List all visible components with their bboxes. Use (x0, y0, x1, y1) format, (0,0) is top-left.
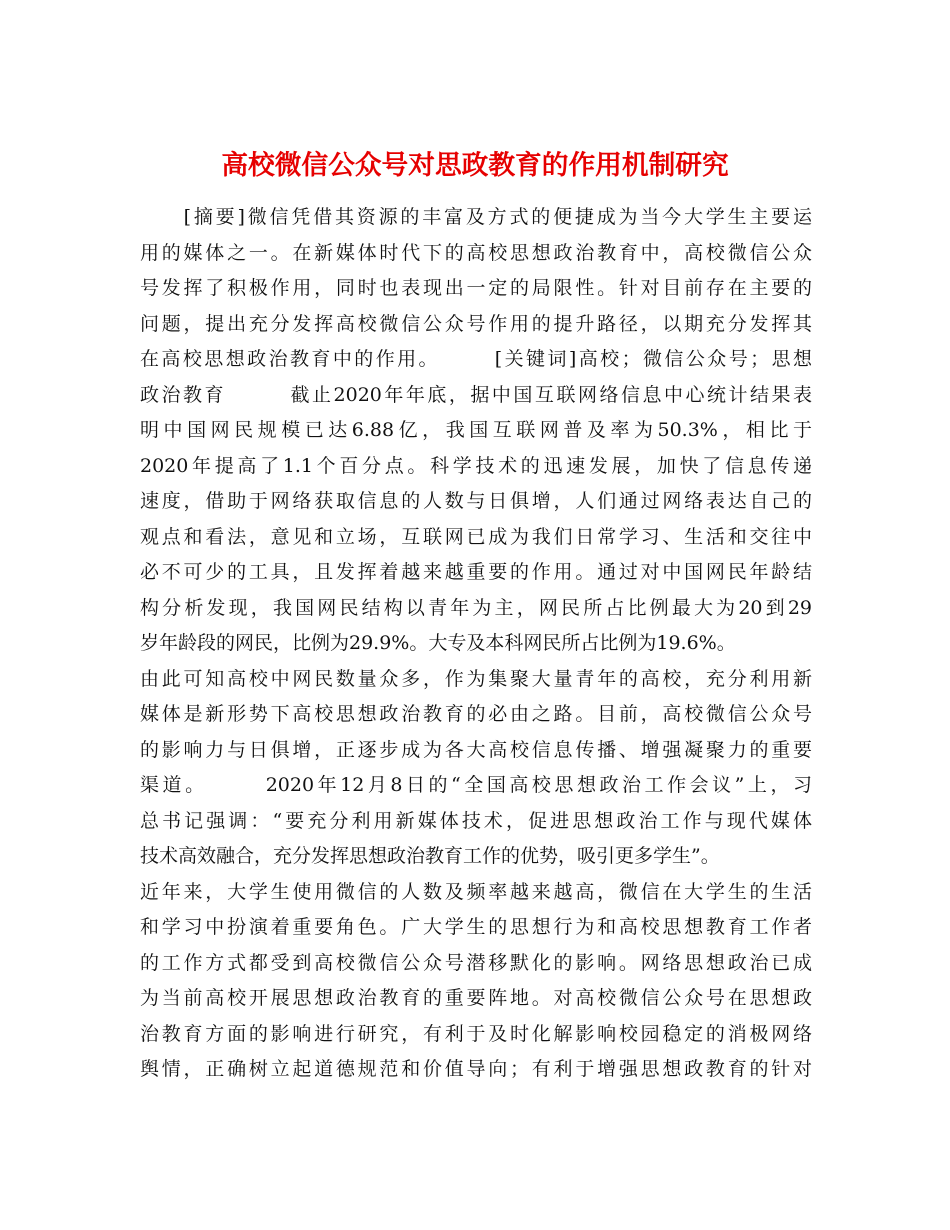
body-line: 总书记强调：“要充分利用新媒体技术，促进思想政治工作与现代媒体 (140, 809, 812, 832)
body-line: 用的媒体之一。在新媒体时代下的高校思想政治教育中，高校微信公众 (140, 241, 812, 264)
body-line: 速度，借助于网络获取信息的人数与日俱增，人们通过网络表达自己的 (140, 490, 812, 512)
body-line: 为当前高校开展思想政治教育的重要阵地。对高校微信公众号在思想政 (140, 987, 812, 1009)
body-line: 治教育方面的影响进行研究，有利于及时化解影响校园稳定的消极网络 (140, 1022, 812, 1045)
body-line: 必不可少的工具，且发挥着越来越重要的作用。通过对中国网民年龄结 (140, 561, 812, 583)
body-line: 的工作方式都受到高校微信公众号潜移默化的影响。网络思想政治已成 (140, 951, 812, 974)
body-line: 近年来，大学生使用微信的人数及频率越来越高，微信在大学生的生活 (140, 880, 812, 903)
body-line: 和学习中扮演着重要角色。广大学生的思想行为和高校思想教育工作者 (140, 916, 812, 938)
body-line: 技术高效融合，充分发挥思想政治教育工作的优势，吸引更多学生”。 (140, 845, 720, 867)
body-line: 岁年龄段的网民，比例为29.9%。大专及本科网民所占比例为19.6%。 (140, 632, 736, 654)
body-line: 问题，提出充分发挥高校微信公众号作用的提升路径，以期充分发挥其 (140, 312, 812, 335)
body-line: 的影响力与日俱增，正逐步成为各大高校信息传播、增强凝聚力的重要 (140, 738, 812, 761)
body-line: 舆情，正确树立起道德规范和价值导向；有利于增强思想政教育的针对 (140, 1058, 812, 1080)
body-line: 媒体是新形势下高校思想政治教育的必由之路。目前，高校微信公众号 (140, 703, 812, 725)
body-line: 由此可知高校中网民数量众多，作为集聚大量青年的高校，充分利用新 (140, 667, 812, 690)
body-line: 渠道。 2020年12月8日的“全国高校思想政治工作会议”上，习 (140, 774, 812, 796)
body-line: 构分析发现，我国网民结构以青年为主，网民所占比例最大为20到29 (140, 596, 812, 619)
body-line: 2020年提高了1.1个百分点。科学技术的迅速发展，加快了信息传递 (140, 454, 812, 477)
body-line: 观点和看法，意见和立场，互联网已成为我们日常学习、生活和交往中 (140, 525, 812, 548)
body-line: 在高校思想政治教育中的作用。 [关键词]高校；微信公众号；思想 (140, 348, 812, 370)
body-line: 号发挥了积极作用，同时也表现出一定的局限性。针对目前存在主要的 (140, 277, 812, 299)
body-line: 政治教育 截止2020年年底，据中国互联网络信息中心统计结果表 (140, 383, 812, 406)
document-title: 高校微信公众号对思政教育的作用机制研究 (221, 149, 729, 181)
document-body (140, 200, 812, 1088)
body-line: 明中国网民规模已达6.88亿，我国互联网普及率为50.3%，相比于 (140, 419, 812, 441)
body-line: [摘要]微信凭借其资源的丰富及方式的便捷成为当今大学生主要运 (140, 206, 812, 228)
